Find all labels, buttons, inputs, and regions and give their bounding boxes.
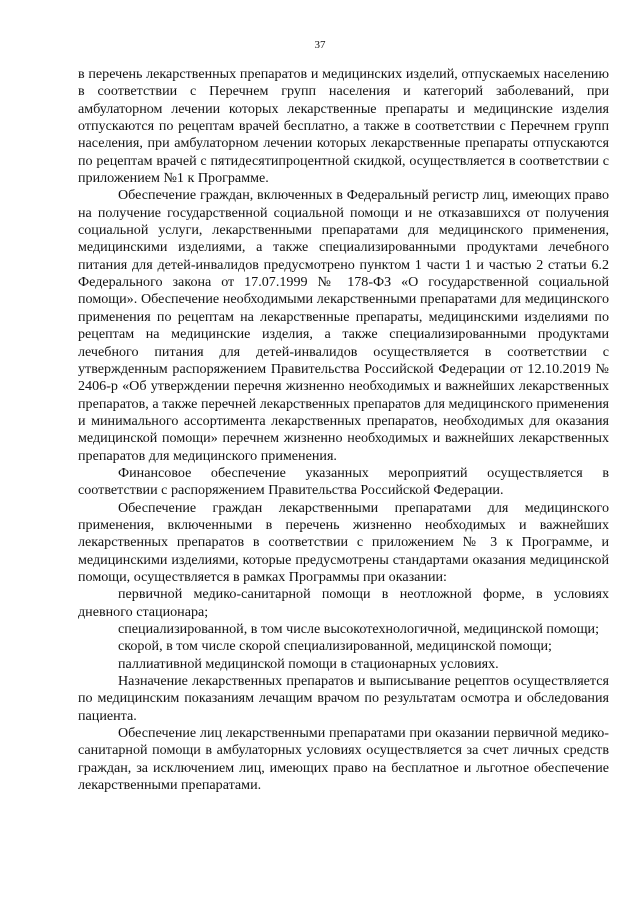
paragraph-outpatient-funding: Обеспечение лиц лекарственными препаратами при оказании первичной медико-санитарной помощи в амбулаторных условиях осуществляется за счет личных средств граждан, за исключением лиц, имеющих право на бесплатное и льготное обеспечение лекарственными препаратами. — [78, 725, 609, 794]
list-item-primary-care: первичной медико-санитарной помощи в неотложной форме, в условиях дневного стационара; — [78, 586, 609, 620]
paragraph-financing: Финансовое обеспечение указанных мероприятий осуществляется в соответствии с распоряжением Правительства Российской Федерации. — [78, 464, 609, 499]
list-item-emergency-care: скорой, в том числе скорой специализированной, медицинской помощи; — [118, 638, 552, 655]
list-item-specialized-care: специализированной, в том числе высокотехнологичной, медицинской помощи; — [118, 621, 600, 637]
paragraph-program-provision: Обеспечение граждан лекарственными препаратами для медицинского применения, включенными в перечень жизненно необходимых и важнейших лекарственных препаратов в соответствии с приложением № 3 к Программе, и медицинскими изделиями, которые предусмотрены стандартами оказания медицинской помощи, осуществляется в рамках Программы при оказании: — [78, 499, 609, 585]
paragraph-federal-register-provision: Обеспечение граждан, включенных в Федеральный регистр лиц, имеющих право на получение государственной социальной помощи и не отказавшихся от получения социальной услуги, лекарственными препаратами для медицинского применения, медицинскими изделиями, а также специализированными продуктами лечебного питания для детей-инвалидов предусмотрено пунктом 1 части 1 и частью 2 статьи 6.2 Федерального закона от 17.07.1999 № 178-ФЗ «О государственной социальной помощи». Обеспечение необходимыми лекарственными препаратами для медицинского применения по рецептам на лекарственные препараты, медицинскими изделиями по рецептам на медицинские изделия, а также специализированными продуктами лечебного питания для детей-инвалидов осуществляется в соответствии с утвержденным распоряжением Правительства Российской Федерации от 12.10.2019 № 2406-р «Об утверждении перечня жизненно необходимых и важнейших лекарственных препаратов, а также перечней лекарственных препаратов для медицинского применения и минимального ассортимента лекарственных препаратов, необходимых для оказания медицинской помощи» перечнем жизненно необходимых и важнейших лекарственных препаратов для медицинского применения. — [78, 187, 609, 464]
paragraph-prescription: Назначение лекарственных препаратов и выписывание рецептов осуществляется по медицинским показаниям лечащим врачом по результатам осмотра и обследования пациента. — [78, 673, 609, 724]
document-body — [78, 66, 609, 794]
paragraph-medicine-list-continuation: в перечень лекарственных препаратов и медицинских изделий, отпускаемых населению в соответствии с Перечнем групп населения и категорий заболеваний, при амбулаторном лечении которых лекарственные препараты и медицинские изделия отпускаются по рецептам врачей бесплатно, а также в соответствии с Перечнем групп населения, при амбулаторном лечении которых лекарственные препараты отпускаются по рецептам врачей с пятидесятипроцентной скидкой, осуществляется в соответствии с приложением №1 к Программе. — [78, 66, 609, 187]
page-number: 37 — [314, 39, 326, 51]
list-item-palliative-care: паллиативной медицинской помощи в стационарных условиях. — [118, 655, 499, 672]
